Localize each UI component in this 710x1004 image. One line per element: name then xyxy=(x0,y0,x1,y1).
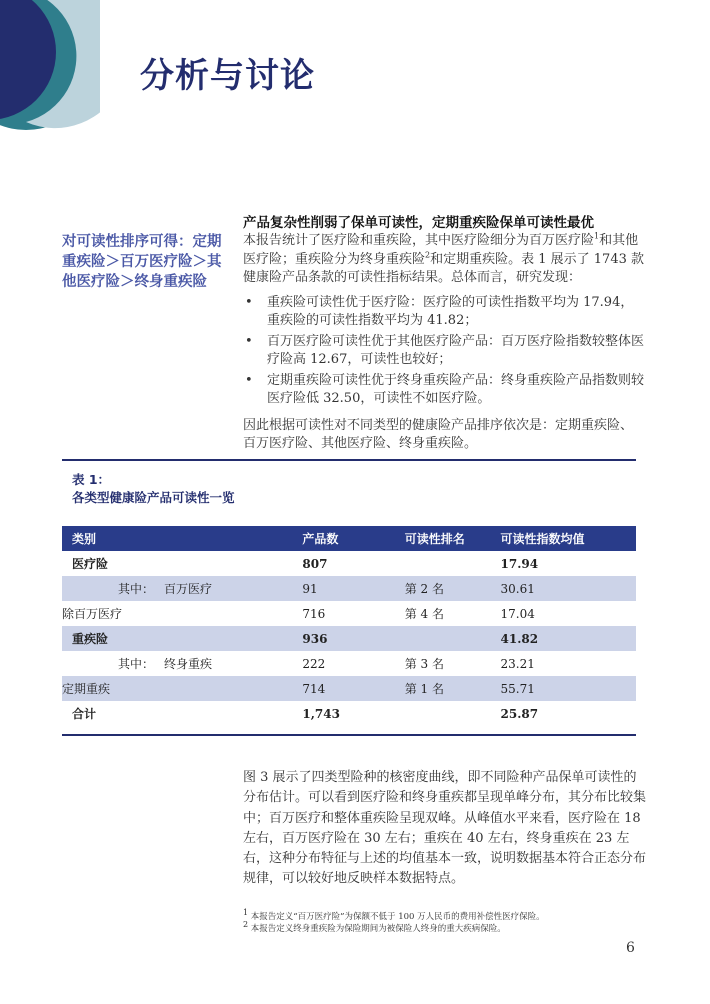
table-top-rule xyxy=(62,459,636,461)
footnotes xyxy=(243,908,663,935)
cell-count: 936 xyxy=(302,626,404,651)
finding-item: • 重疾险可读性优于医疗险：医疗险的可读性指数平均为 17.94，重疾险的可读性指数平均为 41.82； xyxy=(243,294,645,331)
cell-category: 重疾险 xyxy=(62,626,302,651)
cell-subcategory: 除百万医疗 xyxy=(62,607,123,621)
footnote-mark: 1 xyxy=(243,908,249,918)
footnote-ref-2[interactable]: 2 xyxy=(425,250,431,260)
page-title: 分析与讨论 xyxy=(140,56,315,96)
header-mean: 可读性指数均值 xyxy=(501,526,636,551)
findings-section xyxy=(243,214,645,454)
footnote-item xyxy=(243,920,663,935)
cell-mean: 17.04 xyxy=(500,606,535,621)
cell-count: 716 xyxy=(302,606,326,621)
findings-list xyxy=(243,294,645,409)
cell-subcategory: 终身重疾 xyxy=(164,657,213,671)
cell-count: 714 xyxy=(302,676,404,701)
cell-rank: 第 2 名 xyxy=(405,576,501,601)
cell-count: 222 xyxy=(302,656,326,671)
cell-rank: 第 1 名 xyxy=(405,676,501,701)
cell-rank xyxy=(405,551,501,576)
footnote-text: 本报告定义终身重疾险为保险期间为被保险人终身的重大疾病保险。 xyxy=(250,924,506,934)
corner-decoration xyxy=(0,0,100,160)
footnote-item xyxy=(243,908,663,923)
density-paragraph: 图 3 展示了四类型险种的核密度曲线，即不同险种产品保单可读性的分布估计。可以看到医疗险和终身重疾都呈现单峰分布，其分布比较集中；百万医疗和整体重疾险呈现双峰。从峰值水平来看，医疗险在 18 左右，百万医疗险在 30 左右；重疾在 40 左右，终身重疾在 23 左右，这种分布特征与上述的均值基本一致，说明数据基本符合正态分布规律，可以较好地反映样本数据特点。 xyxy=(243,770,647,887)
footnote-ref-1[interactable]: 1 xyxy=(594,231,600,241)
cell-count: 91 xyxy=(302,576,404,601)
table-row xyxy=(62,551,636,576)
header-count: 产品数 xyxy=(302,526,404,551)
readability-table xyxy=(62,526,636,726)
finding-item: • 定期重疾险可读性优于终身重疾险产品：终身重疾险产品指数则较医疗险低 32.50，可读性不如医疗险。 xyxy=(243,372,645,409)
table-caption xyxy=(72,471,235,507)
table-row xyxy=(62,651,636,676)
cell-category xyxy=(62,576,302,601)
cell-rank xyxy=(405,701,501,726)
intro-text-2: 和其他医疗险；重疾险分为终身重疾险 xyxy=(243,233,639,267)
table-row xyxy=(62,626,636,651)
table-bottom-rule xyxy=(62,734,636,736)
cell-category: 合计 xyxy=(72,707,97,721)
cell-mean: 55.71 xyxy=(501,676,636,701)
table-header-row xyxy=(62,526,636,551)
cell-subcategory: 定期重疾 xyxy=(62,676,302,701)
table-title: 各类型健康险产品可读性一览 xyxy=(72,490,235,505)
header-rank: 可读性排名 xyxy=(405,526,501,551)
header-category: 类别 xyxy=(62,526,302,551)
cell-rank: 第 4 名 xyxy=(404,607,444,621)
cell-category: 医疗险 xyxy=(72,557,109,571)
cell-mean: 17.94 xyxy=(500,556,539,571)
table-row xyxy=(62,601,636,626)
cell-mean: 25.87 xyxy=(500,706,539,721)
table-number: 表 1： xyxy=(72,472,111,487)
cell-count: 1,743 xyxy=(302,706,340,721)
cell-subcategory: 百万医疗 xyxy=(164,582,213,596)
section-conclusion: 因此根据可读性对不同类型的健康险产品排序依次是：定期重疾险、百万医疗险、其他医疗险、终身重疾险。 xyxy=(243,417,634,451)
footnote-mark: 2 xyxy=(243,920,249,930)
finding-item: • 百万医疗险可读性优于其他医疗险产品：百万医疗险指数较整体医疗险高 12.67，可读性也较好； xyxy=(243,333,645,370)
sidebar-callout: 对可读性排序可得：定期重疾险＞百万医疗险＞其他医疗险＞终身重疾险 xyxy=(62,234,222,290)
intro-text-1: 本报告统计了医疗险和重疾险，其中医疗险细分为百万医疗险 xyxy=(243,233,595,248)
cell-rank xyxy=(405,626,501,651)
cell-mean: 30.61 xyxy=(501,576,636,601)
page-number: 6 xyxy=(626,940,635,956)
cell-prefix: 其中： xyxy=(117,657,154,671)
cell-category xyxy=(62,651,302,676)
cell-rank: 第 3 名 xyxy=(404,657,444,671)
table-row xyxy=(62,676,636,701)
cell-prefix: 其中： xyxy=(117,582,154,596)
cell-count: 807 xyxy=(302,556,328,571)
intro-text-3: 和定期重疾险。表 1 展示了 1743 款健康险产品条款的可读性指标结果。总体而言，研究发现： xyxy=(243,251,644,285)
section-heading: 产品复杂性削弱了保单可读性，定期重疾险保单可读性最优 xyxy=(243,215,594,231)
table-row xyxy=(62,701,636,726)
cell-mean: 23.21 xyxy=(500,656,535,671)
section-intro xyxy=(243,232,645,288)
footnote-text: 本报告定义“百万医疗险”为保额不低于 100 万人民币的费用补偿性医疗保险。 xyxy=(250,912,545,922)
cell-mean: 41.82 xyxy=(501,626,636,651)
table-row xyxy=(62,576,636,601)
